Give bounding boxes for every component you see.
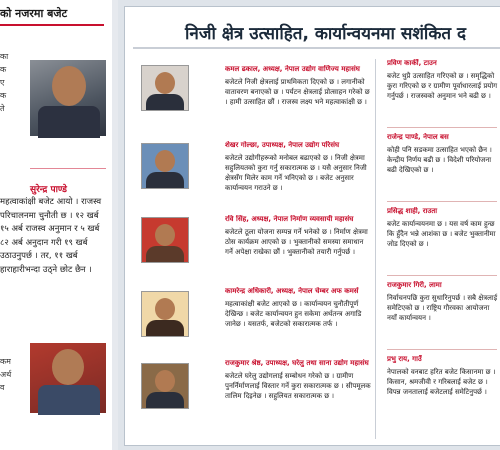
entry xyxy=(387,281,500,323)
feature-box xyxy=(124,6,500,446)
portrait-photo xyxy=(141,217,189,263)
portrait-photo xyxy=(141,363,189,409)
fragment: ए xyxy=(0,78,5,87)
commentator-name: सुरेन्द्र पाण्डे xyxy=(30,185,67,195)
entry xyxy=(225,215,371,257)
title-rule xyxy=(133,47,500,49)
fragment: ते xyxy=(0,104,5,113)
entry xyxy=(387,133,500,175)
left-column-fragments xyxy=(0,355,26,394)
left-article xyxy=(0,0,112,450)
divider xyxy=(387,349,497,350)
fragment: क xyxy=(0,65,7,74)
entry-name: रवि सिंह, अध्यक्ष, नेपाल निर्माण व्यवसायी महासंघ xyxy=(225,215,354,223)
left-article-header: को नजरमा बजेट xyxy=(0,7,68,20)
portrait-photo xyxy=(30,343,106,413)
entry xyxy=(225,287,371,329)
entry xyxy=(387,207,500,249)
entry-text: बजेटले निजी क्षेत्रलाई प्राथमिकता दिएको छ । लगानीको वातावरण बनाएको छ । पर्यटन क्षेत्रलाई प्रोत्साहन गरेको छ । हामी उत्साहित छौं । राजस्व लक्ष्य भने महत्वाकांक्षी छ । xyxy=(225,78,370,106)
divider xyxy=(387,275,497,276)
entry xyxy=(387,59,500,101)
fragment: क xyxy=(0,91,7,100)
entry xyxy=(225,359,371,401)
fragment: व xyxy=(0,383,5,392)
entry-name: राजकुमार श्रेष्ठ, उपाध्यक्ष, घरेलु तथा साना उद्योग महासंघ xyxy=(225,359,369,367)
entry-name: राजकुमार गिरी, लामा xyxy=(387,281,442,289)
commentator-quote: महत्वाकांक्षी बजेट आयो । राजस्व परिचालनमा चुनौती छ । १२ खर्ब १५ अर्ब राजस्व अनुमान र ५ खर्ब ८२ अर्ब अनुदान गरी १९ खर्ब उठाउनुपर्छ । तर, ११ खर्ब हाराहारीभन्दा उठ्ने छोट छैन । xyxy=(0,197,102,275)
entry-name: प्रविण कार्की, टाउन xyxy=(387,59,437,67)
entry-text: बजेटले घरेलु उद्योगलाई सम्बोधन गरेको छ । ग्रामीण पुनर्निर्माणलाई विस्तार गर्ने कुरा सकारात्मक छ । सीपमूलक तालिम दिइनेछ । सहुलियत सकारात्मक छ । xyxy=(225,372,371,400)
entry-text: नेपालको वनबाट हरित बजेट किसानमा छ । किसान, श्रमजीवी र गरिबलाई बजेट छ । विपन्न जनतालाई बजेटलाई समेटिनुपर्छ । xyxy=(387,368,496,396)
portrait-photo xyxy=(30,60,106,136)
divider xyxy=(387,201,497,202)
entry-name: शेखर गोल्छा, उपाध्यक्ष, नेपाल उद्योग परिसंघ xyxy=(225,141,340,149)
feature-panel xyxy=(118,0,500,450)
entry-name: प्रसिद्ध शाही, राउता xyxy=(387,207,438,215)
column-divider xyxy=(375,59,376,439)
left-column-fragments xyxy=(0,50,26,115)
entry-text: बजेट कार्यान्वयनमा छ । यस वर्ष काम हुन्छ कि हुँदैन भन्ने आशंका छ । बजेट भुक्तानीमा जोड दिएको छ । xyxy=(387,220,496,248)
entry xyxy=(387,355,500,397)
fragment: कम xyxy=(0,357,11,366)
entry-text: बजेटले ठूला योजना सम्पन्न गर्ने भनेको छ । निर्माण क्षेत्रमा ठोस कार्यक्रम आएको छ । भुक्तानीको समस्या समाधान गर्ने अपेक्षा राखेका छौं । भुक्तानीको तयारी गर्नुपर्छ । xyxy=(225,228,368,256)
header-rule xyxy=(0,24,104,26)
divider xyxy=(387,127,497,128)
entry-name: राजेन्द्र पाण्डे, नेपाल बस xyxy=(387,133,449,141)
entry-text: बजेट थुप्रै उत्साहित गरिएको छ । समृद्धिको कुरा गरिएको छ र ग्रामीण पूर्वाधारलाई प्रयोग गर्नुपर्छ । राजस्वको अनुमान भने बढी छ । xyxy=(387,72,498,100)
fragment: का xyxy=(0,52,9,61)
entry-text: निर्वाचनपछि कुरा सुधारिनुपर्छ । सबै क्षेत्रलाई समेटिएको छ । राष्ट्रिय गौरवका आयोजना नयाँ कार्यान्वयन । xyxy=(387,294,498,322)
entry-name: कामरेन्द्र अधिकारी, अध्यक्ष, नेपाल चेम्बर अफ कमर्स xyxy=(225,287,359,295)
entry-text: कोही पनि सडकमा उत्साहित भएको छैन । केन्द्रीय निर्णय बढी छ । विदेशी परियोजना बढी देखिएको छ । xyxy=(387,146,492,174)
entry-name: कमल ढकाल, अध्यक्ष, नेपाल उद्योग वाणिज्य महासंघ xyxy=(225,65,360,73)
entry-text: बजेटले उद्योगीहरूको मनोबल बढाएको छ । निजी क्षेत्रमा सहुलियतको कुरा गर्नु सकारात्मक छ । यसै अनुसार निजी क्षेत्रसँग मिलेर काम गर्ने भनिएको छ । बजेट अनुसार कार्यान्वयन गराउने छ । xyxy=(225,154,367,192)
portrait-photo xyxy=(141,65,189,111)
portrait-photo xyxy=(141,143,189,189)
entry xyxy=(225,141,371,193)
entry-text: महत्वाकांक्षी बजेट आएको छ । कार्यान्वयन चुनौतीपूर्ण देखिन्छ । बजेट कार्यान्वयन हुन सकेमा अर्थतन्त्र अगाडि जानेछ । यसतर्फ, बजेटको सकारात्मक तर्फ । xyxy=(225,300,362,328)
feature-title: निजी क्षेत्र उत्साहित, कार्यान्वयनमा सशंकित द xyxy=(185,24,467,44)
portrait-photo xyxy=(141,291,189,337)
divider xyxy=(30,168,106,169)
entry xyxy=(225,65,371,107)
fragment: अर्थ xyxy=(0,370,12,379)
entry-name: प्रभु राय, गाउँ xyxy=(387,355,422,363)
